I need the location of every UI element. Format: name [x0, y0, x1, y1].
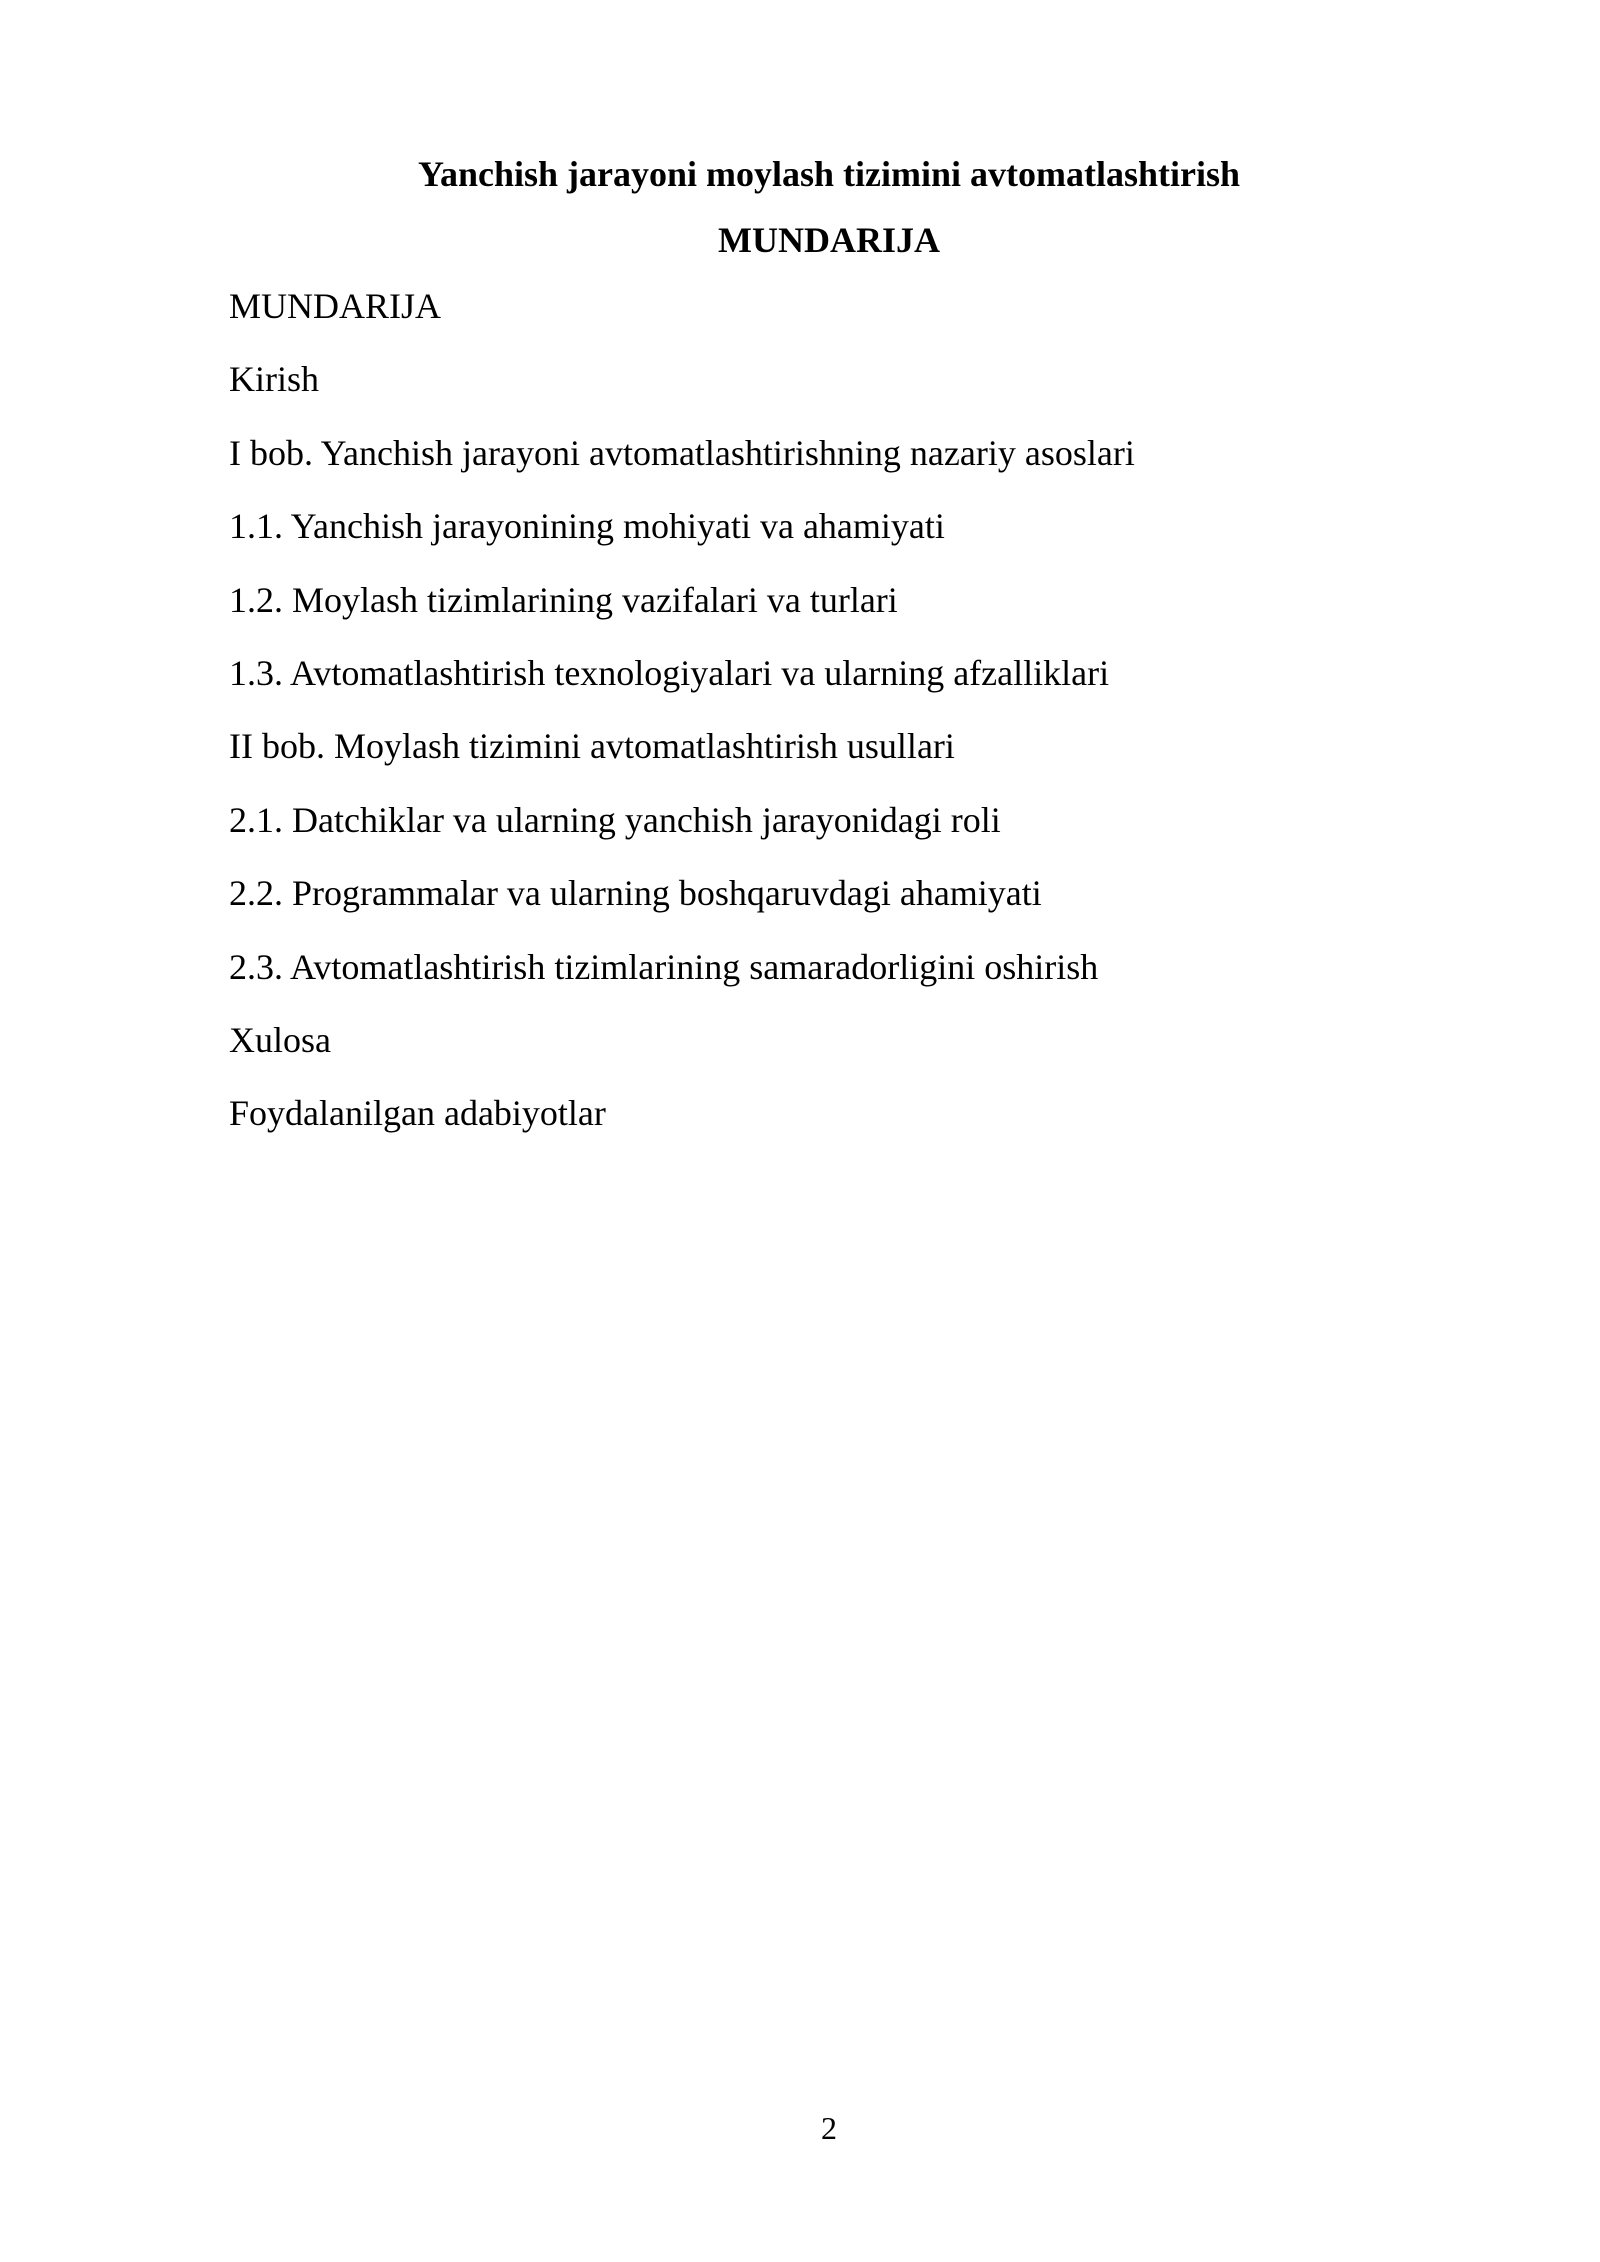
toc-item: Xulosa	[229, 1019, 331, 1060]
toc-item: 2.3. Avtomatlashtirish tizimlarining samaradorligini oshirish	[229, 946, 1099, 987]
toc-item: 1.1. Yanchish jarayonining mohiyati va ahamiyati	[229, 506, 945, 547]
toc-heading: MUNDARIJA	[718, 220, 940, 260]
toc-item: II bob. Moylash tizimini avtomatlashtirish usullari	[229, 726, 955, 767]
toc-item: 1.2. Moylash tizimlarining vazifalari va turlari	[229, 579, 898, 620]
page-number: 2	[821, 2110, 837, 2146]
table-of-contents	[229, 284, 1135, 1165]
toc-item: Kirish	[229, 359, 319, 400]
toc-item: MUNDARIJA	[229, 286, 442, 326]
toc-item: 1.3. Avtomatlashtirish texnologiyalari va ularning afzalliklari	[229, 652, 1110, 693]
document-title: Yanchish jarayoni moylash tizimini avtomatlashtirish	[417, 154, 1241, 194]
toc-item: I bob. Yanchish jarayoni avtomatlashtirishning nazariy asoslari	[229, 432, 1135, 473]
toc-item: 2.2. Programmalar va ularning boshqaruvdagi ahamiyati	[229, 873, 1042, 914]
toc-item: Foydalanilgan adabiyotlar	[229, 1093, 606, 1134]
toc-item: 2.1. Datchiklar va ularning yanchish jarayonidagi roli	[229, 799, 1001, 840]
